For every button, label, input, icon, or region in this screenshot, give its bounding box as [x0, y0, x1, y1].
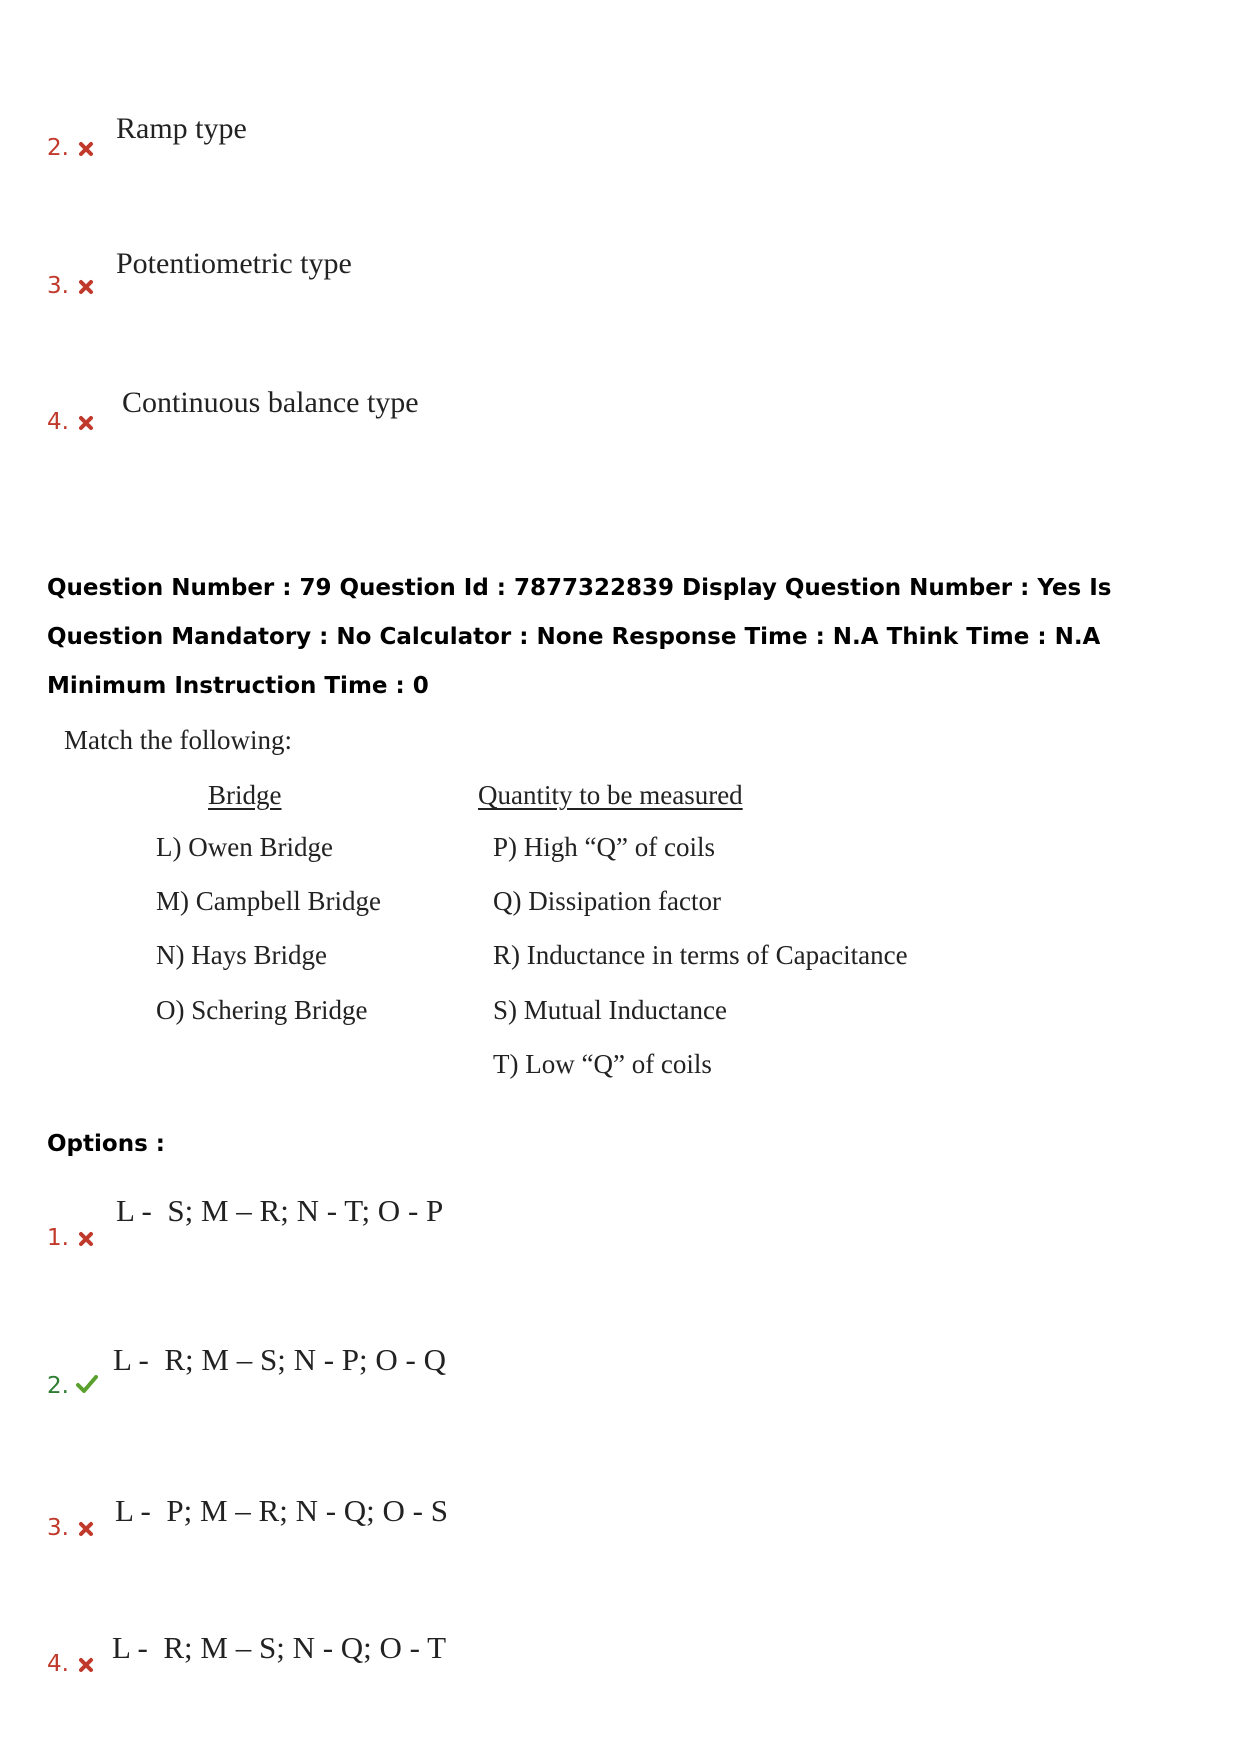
- option-text: L - R; M – S; N - P; O - Q: [113, 1342, 446, 1377]
- check-icon: [76, 1374, 98, 1394]
- bridge-item: M) Campbell Bridge: [156, 886, 381, 916]
- column-header-bridge: Bridge: [208, 780, 282, 810]
- option-number: 3.: [47, 1515, 69, 1541]
- option-number: 1.: [47, 1225, 69, 1251]
- cross-icon: [78, 141, 94, 157]
- quantity-item: R) Inductance in terms of Capacitance: [493, 940, 908, 970]
- prev-option-number: 3.: [47, 273, 69, 299]
- cross-icon: [78, 1521, 94, 1537]
- prev-option-number: 4.: [47, 409, 69, 435]
- prev-option-text: Ramp type: [116, 112, 247, 145]
- prev-option-number: 2.: [47, 135, 69, 161]
- quantity-item: P) High “Q” of coils: [493, 832, 715, 862]
- quantity-item: S) Mutual Inductance: [493, 995, 727, 1025]
- bridge-item: L) Owen Bridge: [156, 832, 333, 862]
- option-number: 4.: [47, 1651, 69, 1677]
- cross-icon: [78, 279, 94, 295]
- cross-icon: [78, 1231, 94, 1247]
- bridge-item: O) Schering Bridge: [156, 995, 368, 1025]
- prev-option-text: Potentiometric type: [116, 247, 352, 280]
- quantity-item: Q) Dissipation factor: [493, 886, 721, 916]
- prev-option-text: Continuous balance type: [122, 386, 419, 419]
- quantity-item: T) Low “Q” of coils: [493, 1049, 712, 1079]
- option-text: L - S; M – R; N - T; O - P: [116, 1193, 444, 1228]
- option-number: 2.: [47, 1373, 69, 1399]
- bridge-item: N) Hays Bridge: [156, 940, 327, 970]
- question-prompt: Match the following:: [64, 725, 292, 755]
- column-header-quantity: Quantity to be measured: [478, 780, 743, 810]
- question-meta: Question Number : 79 Question Id : 7877322839 Display Question Number : Yes Is Question Mandatory : No Calculator : None Response Time : N.A Think Time : N.A Minimum Instruction Time : 0: [47, 575, 1112, 699]
- option-text: L - R; M – S; N - Q; O - T: [112, 1630, 447, 1665]
- cross-icon: [78, 415, 94, 431]
- option-text: L - P; M – R; N - Q; O - S: [115, 1493, 448, 1528]
- cross-icon: [78, 1657, 94, 1673]
- options-label: Options :: [47, 1131, 165, 1157]
